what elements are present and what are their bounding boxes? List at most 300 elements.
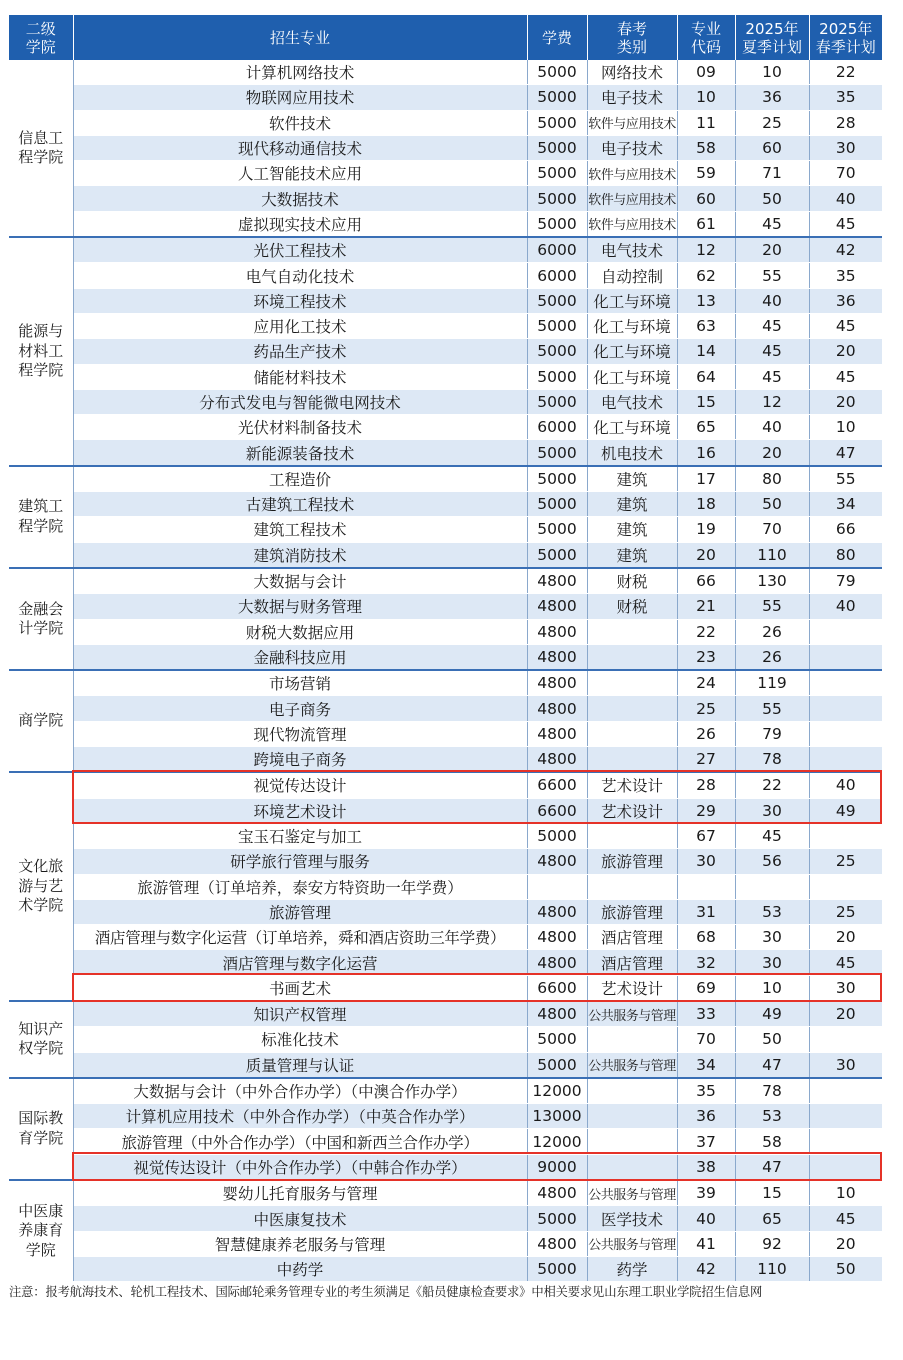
summer-plan-cell: 58 [735,1129,809,1154]
fee-cell: 5000 [527,517,587,542]
college-cell: 商学院 [9,670,73,772]
category-cell: 软件与应用技术 [587,161,677,186]
fee-cell: 4800 [527,1231,587,1256]
category-cell [587,1078,677,1104]
fee-cell: 4800 [527,899,587,924]
fee-cell: 4800 [527,1180,587,1206]
summer-plan-cell: 26 [735,619,809,644]
summer-plan-cell: 45 [735,364,809,389]
code-cell: 16 [677,440,735,466]
code-cell: 18 [677,492,735,517]
table-row [9,899,882,924]
table-body [9,60,882,1282]
table-row [9,644,882,670]
college-cell: 能源与材料工程学院 [9,237,73,466]
fee-cell: 4800 [527,594,587,619]
summer-plan-cell: 50 [735,1027,809,1052]
table-row [9,1078,882,1104]
table-row [9,85,882,110]
summer-plan-cell: 49 [735,1001,809,1027]
category-cell [587,721,677,746]
spring-plan-cell: 80 [809,542,882,568]
college-cell: 知识产权学院 [9,1001,73,1078]
summer-plan-cell: 60 [735,135,809,160]
fee-cell: 5000 [527,313,587,338]
table-row [9,415,882,440]
spring-plan-cell: 20 [809,389,882,414]
code-cell: 37 [677,1129,735,1154]
major-cell: 光伏材料制备技术 [73,415,527,440]
table-row [9,542,882,568]
college-cell: 信息工程学院 [9,60,73,237]
fee-cell: 5000 [527,1256,587,1281]
table-row [9,721,882,746]
major-cell: 视觉传达设计（中外合作办学）（中韩合作办学） [73,1154,527,1180]
spring-plan-cell: 10 [809,415,882,440]
table-row [9,1180,882,1206]
summer-plan-cell: 65 [735,1206,809,1231]
spring-plan-cell: 45 [809,313,882,338]
major-cell: 智慧健康养老服务与管理 [73,1231,527,1256]
spring-plan-cell: 22 [809,60,882,85]
major-cell: 知识产权管理 [73,1001,527,1027]
major-cell: 现代物流管理 [73,721,527,746]
fee-cell: 9000 [527,1154,587,1180]
spring-plan-cell [809,670,882,696]
major-cell: 大数据与会计（中外合作办学）（中澳合作办学） [73,1078,527,1104]
code-cell: 14 [677,339,735,364]
category-cell: 医学技术 [587,1206,677,1231]
footnote: 注意：报考航海技术、轮机工程技术、国际邮轮乘务管理专业的考生须满足《船员健康检查要求》中相关要求见山东理工职业学院招生信息网 [9,1285,763,1299]
spring-plan-cell: 30 [809,975,882,1001]
summer-plan-cell: 130 [735,568,809,594]
fee-cell: 5000 [527,1027,587,1052]
fee-cell: 5000 [527,110,587,135]
major-cell: 大数据与会计 [73,568,527,594]
major-cell: 软件技术 [73,110,527,135]
summer-plan-cell: 55 [735,594,809,619]
major-cell: 书画艺术 [73,975,527,1001]
category-cell: 建筑 [587,466,677,492]
code-cell: 30 [677,849,735,874]
table-row [9,568,882,594]
table-row [9,823,882,848]
spring-plan-cell: 10 [809,1180,882,1206]
major-cell: 婴幼儿托育服务与管理 [73,1180,527,1206]
code-cell: 27 [677,747,735,773]
spring-plan-cell: 25 [809,899,882,924]
spring-plan-cell: 34 [809,492,882,517]
spring-plan-cell [809,644,882,670]
code-cell: 40 [677,1206,735,1231]
major-cell: 旅游管理（订单培养，泰安方特资助一年学费） [73,874,527,899]
spring-plan-cell [809,721,882,746]
category-cell: 建筑 [587,492,677,517]
spring-plan-cell: 30 [809,1052,882,1078]
summer-plan-cell: 79 [735,721,809,746]
fee-cell: 4800 [527,1001,587,1027]
major-cell: 虚拟现实技术应用 [73,211,527,237]
category-cell: 公共服务与管理 [587,1001,677,1027]
summer-plan-cell: 55 [735,696,809,721]
code-cell: 66 [677,568,735,594]
code-cell: 70 [677,1027,735,1052]
summer-plan-cell: 50 [735,492,809,517]
fee-cell: 6600 [527,772,587,798]
spring-plan-cell: 70 [809,161,882,186]
fee-cell: 5000 [527,60,587,85]
code-cell: 11 [677,110,735,135]
code-cell: 15 [677,389,735,414]
table-row [9,975,882,1001]
category-cell: 财税 [587,594,677,619]
code-cell: 61 [677,211,735,237]
table-row [9,1154,882,1180]
code-cell: 28 [677,772,735,798]
major-cell: 质量管理与认证 [73,1052,527,1078]
fee-cell: 5000 [527,186,587,211]
category-cell: 化工与环境 [587,339,677,364]
major-cell: 酒店管理与数字化运营 [73,950,527,975]
major-cell: 古建筑工程技术 [73,492,527,517]
fee-cell: 5000 [527,1206,587,1231]
category-cell: 软件与应用技术 [587,186,677,211]
code-cell: 17 [677,466,735,492]
fee-cell: 5000 [527,542,587,568]
major-cell: 酒店管理与数字化运营（订单培养，舜和酒店资助三年学费） [73,925,527,950]
major-cell: 研学旅行管理与服务 [73,849,527,874]
category-cell: 旅游管理 [587,899,677,924]
code-cell: 31 [677,899,735,924]
category-cell: 电子技术 [587,135,677,160]
major-cell: 现代移动通信技术 [73,135,527,160]
table-row [9,696,882,721]
category-cell: 建筑 [587,542,677,568]
category-cell: 公共服务与管理 [587,1052,677,1078]
enrollment-plan-sheet [9,15,882,1282]
fee-cell: 5000 [527,823,587,848]
summer-plan-cell: 56 [735,849,809,874]
category-cell: 化工与环境 [587,313,677,338]
summer-plan-cell: 53 [735,899,809,924]
table-row [9,237,882,263]
category-cell: 自动控制 [587,263,677,288]
code-cell: 19 [677,517,735,542]
summer-plan-cell: 110 [735,1256,809,1281]
spring-plan-cell: 20 [809,925,882,950]
spring-plan-cell: 55 [809,466,882,492]
table-row [9,364,882,389]
table-row [9,619,882,644]
fee-cell: 6600 [527,798,587,823]
fee-cell: 6600 [527,975,587,1001]
code-cell: 09 [677,60,735,85]
major-cell: 财税大数据应用 [73,619,527,644]
fee-cell: 6000 [527,263,587,288]
category-cell: 艺术设计 [587,772,677,798]
spring-plan-cell: 40 [809,594,882,619]
summer-plan-cell: 26 [735,644,809,670]
spring-plan-cell: 66 [809,517,882,542]
table-row [9,492,882,517]
table-row [9,389,882,414]
major-cell: 新能源装备技术 [73,440,527,466]
category-cell [587,1104,677,1129]
fee-cell: 4800 [527,670,587,696]
fee-cell: 6000 [527,415,587,440]
fee-cell: 12000 [527,1129,587,1154]
spring-plan-cell [809,1129,882,1154]
fee-cell: 5000 [527,339,587,364]
summer-plan-cell: 55 [735,263,809,288]
summer-plan-cell: 119 [735,670,809,696]
spring-plan-cell: 45 [809,950,882,975]
spring-plan-cell: 42 [809,237,882,263]
category-cell: 软件与应用技术 [587,211,677,237]
category-cell [587,1154,677,1180]
spring-plan-cell [809,1104,882,1129]
code-cell: 36 [677,1104,735,1129]
code-cell: 62 [677,263,735,288]
category-cell: 艺术设计 [587,975,677,1001]
code-cell: 25 [677,696,735,721]
code-cell: 10 [677,85,735,110]
major-cell: 环境艺术设计 [73,798,527,823]
spring-plan-cell: 35 [809,85,882,110]
code-cell: 65 [677,415,735,440]
fee-cell: 5000 [527,389,587,414]
major-cell: 电子商务 [73,696,527,721]
spring-plan-cell: 20 [809,339,882,364]
spring-plan-cell: 47 [809,440,882,466]
spring-plan-cell [809,1154,882,1180]
fee-cell: 4800 [527,568,587,594]
category-cell: 化工与环境 [587,288,677,313]
spring-plan-cell: 35 [809,263,882,288]
summer-plan-cell: 92 [735,1231,809,1256]
fee-cell: 5000 [527,466,587,492]
table-row [9,288,882,313]
fee-cell: 4800 [527,849,587,874]
major-cell: 物联网应用技术 [73,85,527,110]
spring-plan-cell [809,823,882,848]
code-cell: 69 [677,975,735,1001]
spring-plan-cell: 50 [809,1256,882,1281]
summer-plan-cell: 12 [735,389,809,414]
table-row [9,161,882,186]
table-row [9,263,882,288]
category-cell: 酒店管理 [587,950,677,975]
category-cell: 药学 [587,1256,677,1281]
table-row [9,772,882,798]
code-cell: 35 [677,1078,735,1104]
fee-cell: 5000 [527,85,587,110]
major-cell: 大数据技术 [73,186,527,211]
fee-cell: 12000 [527,1078,587,1104]
summer-plan-cell: 70 [735,517,809,542]
college-cell: 文化旅游与艺术学院 [9,772,73,1001]
category-cell: 电气技术 [587,389,677,414]
table-row [9,1256,882,1281]
spring-plan-cell: 36 [809,288,882,313]
code-cell: 12 [677,237,735,263]
code-cell: 32 [677,950,735,975]
fee-cell: 5000 [527,1052,587,1078]
header-summer-plan: 2025年夏季计划 [735,15,809,60]
category-cell: 化工与环境 [587,415,677,440]
spring-plan-cell [809,1078,882,1104]
fee-cell: 13000 [527,1104,587,1129]
college-cell: 中医康养康育学院 [9,1180,73,1282]
table-row [9,211,882,237]
major-cell: 中药学 [73,1256,527,1281]
major-cell: 市场营销 [73,670,527,696]
table-row [9,670,882,696]
summer-plan-cell: 45 [735,313,809,338]
summer-plan-cell: 47 [735,1052,809,1078]
fee-cell: 4800 [527,925,587,950]
table-row [9,135,882,160]
table-row [9,950,882,975]
summer-plan-cell: 53 [735,1104,809,1129]
major-cell: 电气自动化技术 [73,263,527,288]
category-cell [587,619,677,644]
category-cell [587,747,677,773]
code-cell: 26 [677,721,735,746]
header-spring-plan: 2025年春季计划 [809,15,882,60]
category-cell [587,670,677,696]
major-cell: 环境工程技术 [73,288,527,313]
fee-cell: 5000 [527,135,587,160]
summer-plan-cell: 50 [735,186,809,211]
spring-plan-cell: 45 [809,211,882,237]
summer-plan-cell: 71 [735,161,809,186]
spring-plan-cell: 49 [809,798,882,823]
major-cell: 计算机应用技术（中外合作办学）（中英合作办学） [73,1104,527,1129]
code-cell [677,874,735,899]
major-cell: 应用化工技术 [73,313,527,338]
spring-plan-cell [809,874,882,899]
major-cell: 光伏工程技术 [73,237,527,263]
table-row [9,849,882,874]
major-cell: 分布式发电与智能微电网技术 [73,389,527,414]
table-row [9,594,882,619]
code-cell: 21 [677,594,735,619]
summer-plan-cell: 30 [735,798,809,823]
header-major-code: 专业代码 [677,15,735,60]
summer-plan-cell: 25 [735,110,809,135]
table-row [9,1104,882,1129]
category-cell: 艺术设计 [587,798,677,823]
table-row [9,874,882,899]
table-row [9,1052,882,1078]
summer-plan-cell: 30 [735,925,809,950]
category-cell: 旅游管理 [587,849,677,874]
category-cell: 网络技术 [587,60,677,85]
table-row [9,466,882,492]
spring-plan-cell: 45 [809,1206,882,1231]
summer-plan-cell: 80 [735,466,809,492]
code-cell: 20 [677,542,735,568]
summer-plan-cell: 47 [735,1154,809,1180]
major-cell: 旅游管理 [73,899,527,924]
code-cell: 59 [677,161,735,186]
spring-plan-cell: 20 [809,1231,882,1256]
summer-plan-cell: 45 [735,211,809,237]
spring-plan-cell: 20 [809,1001,882,1027]
spring-plan-cell: 40 [809,772,882,798]
table-row [9,110,882,135]
code-cell: 58 [677,135,735,160]
fee-cell: 4800 [527,950,587,975]
table-row [9,747,882,773]
fee-cell: 4800 [527,619,587,644]
major-cell: 储能材料技术 [73,364,527,389]
major-cell: 跨境电子商务 [73,747,527,773]
major-cell: 建筑工程技术 [73,517,527,542]
code-cell: 23 [677,644,735,670]
fee-cell: 5000 [527,161,587,186]
major-cell: 金融科技应用 [73,644,527,670]
fee-cell: 4800 [527,721,587,746]
table-row [9,313,882,338]
summer-plan-cell: 36 [735,85,809,110]
spring-plan-cell: 28 [809,110,882,135]
fee-cell: 5000 [527,492,587,517]
college-cell: 国际教育学院 [9,1078,73,1180]
code-cell: 67 [677,823,735,848]
category-cell [587,1129,677,1154]
code-cell: 63 [677,313,735,338]
category-cell: 电气技术 [587,237,677,263]
code-cell: 64 [677,364,735,389]
code-cell: 34 [677,1052,735,1078]
summer-plan-cell: 45 [735,823,809,848]
table-row [9,925,882,950]
code-cell: 38 [677,1154,735,1180]
major-cell: 标准化技术 [73,1027,527,1052]
category-cell [587,696,677,721]
fee-cell: 4800 [527,644,587,670]
code-cell: 60 [677,186,735,211]
category-cell: 机电技术 [587,440,677,466]
spring-plan-cell [809,747,882,773]
fee-cell [527,874,587,899]
spring-plan-cell: 25 [809,849,882,874]
category-cell [587,874,677,899]
spring-plan-cell [809,696,882,721]
spring-plan-cell: 40 [809,186,882,211]
category-cell: 建筑 [587,517,677,542]
summer-plan-cell: 22 [735,772,809,798]
summer-plan-cell: 20 [735,440,809,466]
major-cell: 人工智能技术应用 [73,161,527,186]
fee-cell: 4800 [527,747,587,773]
code-cell: 39 [677,1180,735,1206]
table-row [9,1001,882,1027]
table-row [9,440,882,466]
table-row [9,517,882,542]
table-row [9,1231,882,1256]
header-fee: 学费 [527,15,587,60]
summer-plan-cell: 10 [735,975,809,1001]
table-row [9,798,882,823]
major-cell: 药品生产技术 [73,339,527,364]
category-cell [587,1027,677,1052]
header-college: 二级学院 [9,15,73,60]
fee-cell: 5000 [527,440,587,466]
enrollment-plan-table [9,15,882,1282]
